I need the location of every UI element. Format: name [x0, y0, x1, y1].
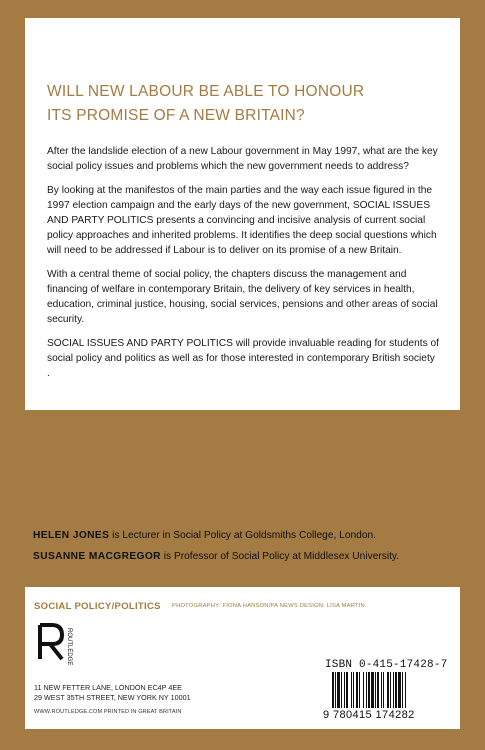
blurb-paragraph-2: By looking at the manifestos of the main parties and the way each issue figured in the 1997 election campaign and the early days of the new government, SOCIAL ISSUES AND PARTY POLITICS presents a convincing and incisive analysis of current social policy approaches and inherited problems. It identifies the deep social questions which will need to be addressed if Labour is to deliver on its promise of a new Britain. [47, 185, 437, 256]
address-line-1: 11 NEW FETTER LANE, LONDON EC4P 4EE [34, 683, 182, 692]
publisher-wordmark: ROUTLEDGE [66, 628, 72, 666]
author-bio-2 [33, 551, 463, 562]
address-line-2: 29 WEST 35TH STREET, NEW YORK NY 10001 [34, 693, 191, 702]
author-description-1: is Lecturer in Social Policy at Goldsmiths College, London. [109, 530, 377, 541]
barcode-digits: 9 780415 174282 [323, 709, 415, 721]
routledge-logo-icon [34, 623, 74, 673]
author-description-2: is Professor of Social Policy at Middlesex University. [160, 551, 400, 562]
headline: WILL NEW LABOUR BE ABLE TO HONOUR ITS PROMISE OF A NEW BRITAIN? [47, 83, 365, 124]
barcode-icon [332, 672, 444, 710]
author-bios [33, 530, 463, 572]
barcode-block [323, 659, 450, 724]
website-line: WWW.ROUTLEDGE.COM PRINTED IN GREAT BRITAIN [34, 709, 182, 715]
author-bio-1 [33, 530, 463, 541]
publisher-panel [25, 587, 460, 729]
blurb-panel [25, 18, 460, 410]
blurb-paragraph-4: SOCIAL ISSUES AND PARTY POLITICS will provide invaluable reading for students of social policy and politics as well as for those interested in contemporary British society . [47, 338, 440, 379]
publisher-address [34, 683, 191, 703]
design-credits: PHOTOGRAPHY: FIONA HANSON/PA NEWS DESIGN: LISA MARTIN [172, 603, 365, 609]
author-name-2: SUSANNE MACGREGOR [33, 551, 161, 562]
subject-category: SOCIAL POLICY/POLITICS [34, 601, 161, 612]
blurb-paragraph-3: With a central theme of social policy, the chapters discuss the management and financing of welfare in contemporary Britain, the delivery of key services in health, education, criminal justice, housing, social services, pensions and other areas of social security. [47, 269, 438, 325]
isbn-label: ISBN 0-415-17428-7 [325, 659, 448, 671]
author-name-1: HELEN JONES [33, 530, 110, 541]
blurb-paragraph-1: After the landslide election of a new Labour government in May 1997, what are the key social policy issues and problems which the new government needs to address? [47, 146, 438, 172]
